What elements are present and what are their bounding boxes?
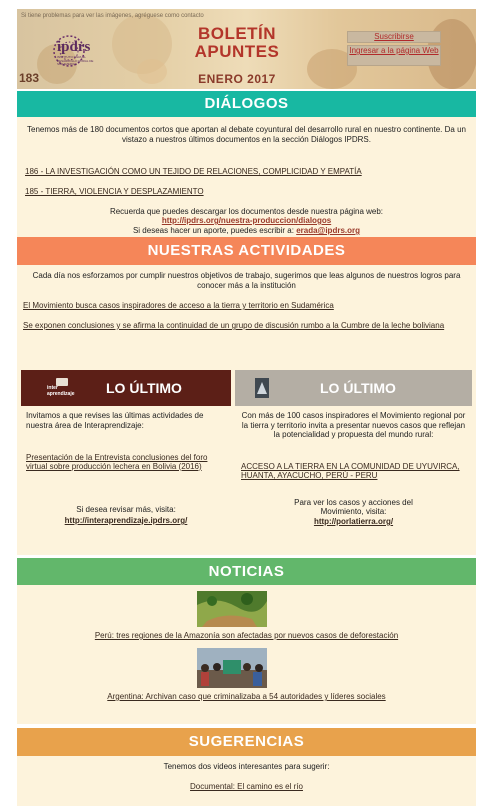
lo-ultimo-left-more: Si desea revisar más, visita: (76, 505, 176, 514)
dialogos-url-link[interactable]: http://ipdrs.org/nuestra-produccion/dialogos (161, 216, 332, 225)
uyuvirca-case-link[interactable] (241, 462, 466, 480)
lo-ultimo-movimiento (235, 370, 472, 555)
dialogos-link-186[interactable]: 186 - LA INVESTIGACIÓN COMO UN TEJIDO DE RELACIONES, COMPLICIDAD Y EMPATÍA (25, 167, 362, 176)
issue-number: 183 (19, 71, 40, 85)
dialogos-section (17, 117, 476, 237)
website-button[interactable]: Ingresar a la página Web (347, 45, 441, 66)
dialogos-heading: DIÁLOGOS (17, 91, 476, 117)
subscribe-button[interactable]: Suscribirse (347, 31, 441, 43)
noticia-argentina-link[interactable]: Argentina: Archivan caso que criminalizaba a 54 autoridades y líderes sociales (107, 692, 386, 701)
noticias-heading: NOTICIAS (17, 558, 476, 585)
movimiento-logo-icon (255, 378, 269, 398)
lo-ultimo-right-body (235, 406, 472, 555)
sugerencias-intro: Tenemos dos videos interesantes para sugerir: (163, 762, 330, 771)
lo-ultimo-left-body (21, 406, 231, 555)
noticia-peru-link[interactable]: Perú: tres regiones de la Amazonía son afectadas por nuevos casos de deforestación (94, 631, 399, 640)
interaprendizaje-url-link[interactable]: http://interaprendizaje.ipdrs.org/ (64, 516, 188, 525)
interaprendizaje-entrevista-link[interactable]: Presentación de la Entrevista conclusiones del foro virtual sobre producción lechera en Bolivia (2016) (26, 453, 208, 471)
newsletter-date: ENERO 2017 (198, 72, 276, 86)
interaprendizaje-logo (47, 378, 77, 398)
contribute-line (17, 226, 476, 235)
logo-text: ipdrs (57, 39, 91, 55)
actividades-section (17, 265, 476, 370)
deforestation-image-art (197, 591, 267, 627)
lo-ultimo-interaprendizaje (21, 370, 231, 555)
title-line-2: APUNTES (194, 42, 280, 61)
lo-ultimo-left-title: LO ÚLTIMO (106, 380, 182, 396)
newsletter-header (17, 9, 476, 89)
header-decoration (137, 59, 167, 84)
image-notice: Si tiene problemas para ver las imágenes, agréguese como contacto (21, 13, 204, 19)
lo-ultimo-left-intro: Invitamos a que revises las últimas actividades de nuestra área de Interaprendizaje: (26, 411, 204, 430)
actividades-heading: NUESTRAS ACTIVIDADES (17, 237, 476, 265)
sugerencias-heading: SUGERENCIAS (17, 728, 476, 756)
actividades-link-casos[interactable]: El Movimiento busca casos inspiradores de acceso a la tierra y territorio en Sudamérica (23, 301, 334, 310)
title-line-1: BOLETÍN (197, 24, 277, 43)
lo-ultimo-right-intro: Con más de 100 casos inspiradores el Movimiento regional por la tierra y territorio invita a presentar nuevos casos que reflejan la potencialidad y propuesta del mundo rural: (241, 411, 466, 439)
lo-ultimo-right-heading (235, 370, 472, 406)
uyuvirca-link-line-1: ACCESO A LA TIERRA EN LA COMUNIDAD DE UYUVIRCA, (241, 462, 460, 471)
noticias-section (17, 585, 476, 724)
dialogos-intro: Tenemos más de 180 documentos cortos que aportan al debate coyuntural del desarrollo rural en nuestro continente. Da un vistazo a nuestros últimos documentos en la sección Diálogos IPDRS. (27, 125, 466, 144)
interaprendizaje-logo-text: inter aprendizaje (47, 385, 75, 397)
protest-image-art (197, 648, 267, 688)
protest-image[interactable] (197, 648, 267, 688)
contribute-email-link[interactable]: erada@ipdrs.org (296, 226, 361, 235)
sugerencias-section (17, 756, 476, 806)
logo-subtitle: INSTITUTO PARA EL DESARROLLO RURAL DE SUDAMERICA (57, 55, 94, 67)
actividades-intro: Cada día nos esforzamos por cumplir nuestros objetivos de trabajo, sugerimos que leas algunos de nuestros logros para conocer más a la institución (32, 271, 461, 290)
contribute-text: Si deseas hacer un aporte, puedes escribir a: (132, 226, 294, 235)
porlatierra-url-link[interactable]: http://porlatierra.org/ (313, 517, 394, 526)
download-text: Recuerda que puedes descargar los documentos desde nuestra página web: (109, 207, 384, 216)
actividades-link-cumbre[interactable]: Se exponen conclusiones y se afirma la continuidad de un grupo de discusión rumbo a la Cumbre de la leche boliviana (23, 321, 445, 330)
documental-link[interactable]: Documental: El camino es el río (190, 782, 303, 791)
newsletter-title (167, 25, 307, 61)
lo-ultimo-left-heading (21, 370, 231, 406)
deforestation-image[interactable] (197, 591, 267, 627)
uyuvirca-link-line-2: HUANTA, AYACUCHO, PERÚ - PERU (241, 471, 378, 480)
lo-ultimo-row (17, 370, 476, 555)
lo-ultimo-right-title: LO ÚLTIMO (320, 380, 396, 396)
ipdrs-logo (21, 29, 101, 71)
lo-ultimo-right-more: Para ver los casos y acciones del Movimiento, visita: (294, 498, 413, 516)
dialogos-link-185[interactable]: 185 - TIERRA, VIOLENCIA Y DESPLAZAMIENTO (25, 187, 204, 196)
